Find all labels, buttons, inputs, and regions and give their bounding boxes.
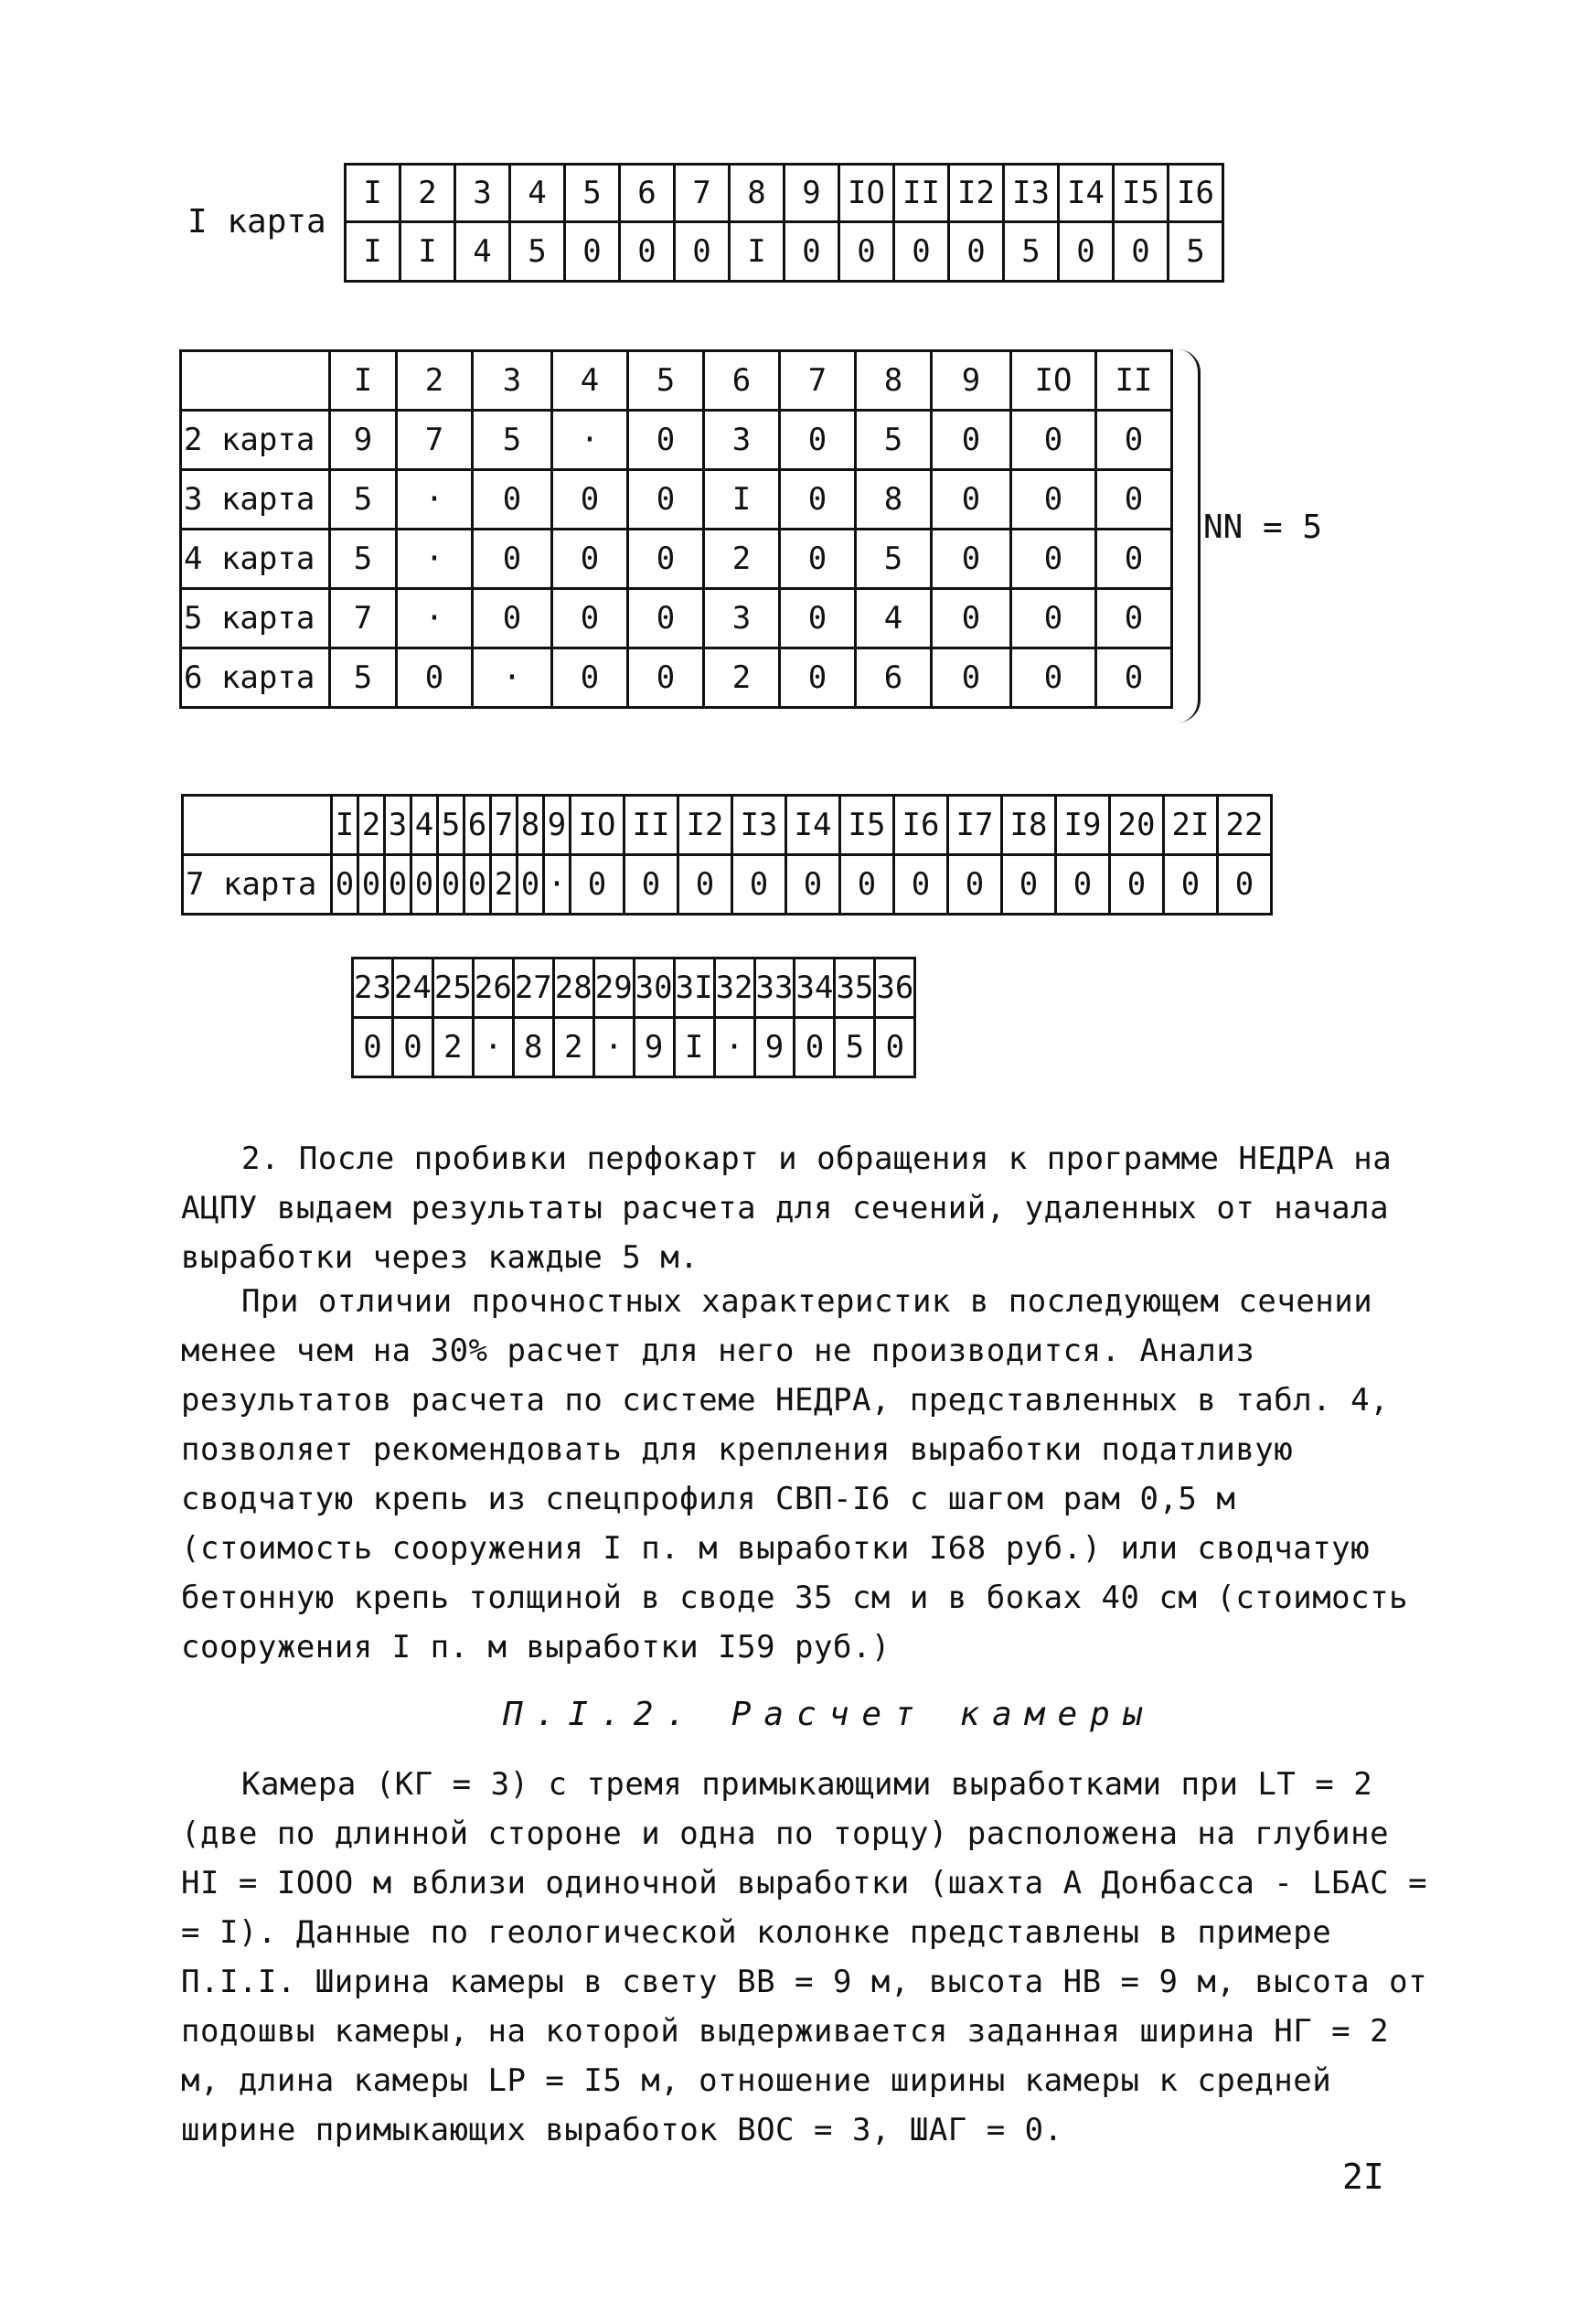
cards-2-6-col-header: 5 [628,351,704,411]
card-1-values-row [346,222,1223,282]
cards-2-6-col-header: 7 [780,351,856,411]
card-1-col-header: I2 [949,165,1004,222]
table-cell: 0 [1011,411,1096,470]
cards-2-6-col-header: 2 [397,351,473,411]
table-row [181,589,1172,648]
card-7-value: 0 [518,855,544,915]
table-cell: 0 [552,530,628,589]
table-cell: 0 [628,648,704,708]
table-cell: 0 [932,411,1011,470]
table-cell: 0 [1096,411,1172,470]
table-row [181,470,1172,530]
card-7-col-header: I4 [786,796,840,855]
card-1-col-header: 5 [565,165,620,222]
table-cell: 0 [473,470,552,530]
table-cell: I [704,470,780,530]
table-cell: 0 [1011,589,1096,648]
table-cell: 0 [780,411,856,470]
table-cell: 8 [856,470,932,530]
card-7-cont-col-header: 32 [714,959,754,1018]
card-7-col-header: I9 [1056,796,1110,855]
cards-2-6-table [179,349,1173,709]
paragraph-1 [181,1134,1443,1282]
card-7-col-header: IO [571,796,624,855]
card-7-cont-col-header: 35 [835,959,875,1018]
card-7-value: 0 [464,855,491,915]
card-1-value: 5 [1004,222,1059,282]
table-cell: 0 [780,589,856,648]
paragraph-1-text: 2. После пробивки перфокарт и обращения к программе НЕДРА на АЦПУ выдаем результаты расчета для сечений, удаленных от начала выработки через каждые 5 м. [181,1141,1393,1276]
card-1-value: I [400,222,455,282]
card-7-col-header: 20 [1110,796,1164,855]
card-7-continuation-table [351,957,916,1078]
card-1-table [344,163,1224,283]
cards-2-6-col-header: 3 [473,351,552,411]
card-1-value: 0 [949,222,1004,282]
card-1-label: I карта [187,203,326,241]
card-1-col-header: I4 [1059,165,1114,222]
card-7-col-header: 8 [518,796,544,855]
row-label: 6 карта [181,648,330,708]
card-7-cont-value: 0 [353,1018,393,1077]
table-cell: 5 [473,411,552,470]
card-7-value: 0 [1056,855,1110,915]
card-7-col-header: II [624,796,678,855]
card-7-cont-value: 0 [875,1018,915,1077]
table-cell: 0 [552,648,628,708]
card-7-cont-col-header: 33 [754,959,795,1018]
table-cell: · [473,648,552,708]
table-cell: 2 [704,648,780,708]
card-7-cont-value: 0 [392,1018,432,1077]
cards-2-6-header-row [181,351,1172,411]
card-1-value: 0 [675,222,730,282]
card-7-col-header: I7 [948,796,1002,855]
card-1-header-row [346,165,1223,222]
table-cell: 3 [704,589,780,648]
card-1-value: 0 [1059,222,1114,282]
table-cell: 6 [856,648,932,708]
table-cell: 5 [330,470,397,530]
row-label: 5 карта [181,589,330,648]
table-cell: 7 [330,589,397,648]
card-1-col-header: 9 [784,165,839,222]
card-7-value: 2 [491,855,518,915]
cards-2-6-col-header: II [1096,351,1172,411]
card-7-value: 0 [571,855,624,915]
card-7-cont-col-header: 23 [353,959,393,1018]
card-1-value: 5 [1169,222,1223,282]
card-7-col-header: 2 [358,796,385,855]
card-1-col-header: IO [839,165,894,222]
card-7-cont-value: · [714,1018,754,1077]
card-7-value: 0 [732,855,786,915]
card-7-col-header: 3 [385,796,411,855]
table-row [181,530,1172,589]
card-7-value: 0 [624,855,678,915]
table-cell: 5 [330,530,397,589]
card-1-col-header: 4 [510,165,565,222]
card-7-col-header: I8 [1002,796,1056,855]
card-7-value: · [544,855,571,915]
table-cell: 0 [932,589,1011,648]
card-7-cont-value: 0 [795,1018,835,1077]
card-7-cont-value: 8 [513,1018,553,1077]
cards-2-6-col-header: I [330,351,397,411]
brace [1178,349,1201,723]
card-7-values-row [183,855,1272,915]
card-7-cont-col-header: 24 [392,959,432,1018]
card-7-value: 0 [894,855,948,915]
row-label: 2 карта [181,411,330,470]
card-7-cont-col-header: 34 [795,959,835,1018]
card-7-value: 0 [840,855,894,915]
card-7-col-header: 2I [1164,796,1218,855]
row-label: 7 карта [183,855,332,915]
card-7-col-header: I5 [840,796,894,855]
card-7-value: 0 [411,855,438,915]
card-7-col-header: I6 [894,796,948,855]
paragraph-2-text: При отличии прочностных характеристик в последующем сечении менее чем на 30% расчет для него не производится. Анализ результатов расчета по системе НЕДРА, представленных в табл. 4, позволяет рекомендовать для крепления выработки податливую сводчатую крепь из спецпрофиля СВП-I6 с шагом рам 0,5 м (стоимость сооружения I п. м выработки I68 руб.) или сводчатую бетонную крепь толщиной в своде 35 см и в боках 40 см (стоимость сооружения I п. м выработки I59 руб.) [181,1283,1409,1665]
card-1-value: I [346,222,400,282]
card-7-col-header: 6 [464,796,491,855]
card-7-col-header: I [332,796,358,855]
table-row [181,411,1172,470]
table-cell: 0 [552,470,628,530]
card-7-col-header: 22 [1218,796,1272,855]
card-7-cont-values-row [353,1018,915,1077]
table-cell: 5 [330,648,397,708]
table-cell: 9 [330,411,397,470]
card-7-value: 0 [1110,855,1164,915]
table-cell: 7 [397,411,473,470]
table-cell: · [397,470,473,530]
table-cell: 0 [1096,589,1172,648]
cards-2-6-col-header: 4 [552,351,628,411]
card-1-col-header: 3 [455,165,510,222]
card-7-value: 0 [385,855,411,915]
table-cell: 0 [628,530,704,589]
row-label: 3 карта [181,470,330,530]
card-1-col-header: I [346,165,400,222]
card-1-value: 4 [455,222,510,282]
card-1-value: I [730,222,784,282]
table-cell: · [397,589,473,648]
card-7-cont-col-header: 29 [593,959,634,1018]
card-7-cont-value: 2 [553,1018,593,1077]
table-cell: 5 [856,530,932,589]
paragraph-2 [181,1277,1443,1672]
table-cell: 0 [1096,470,1172,530]
table-cell: · [552,411,628,470]
card-7-col-header: I2 [678,796,732,855]
table-cell: 3 [704,411,780,470]
card-7-value: 0 [948,855,1002,915]
table-cell: 0 [1096,530,1172,589]
table-cell: 0 [932,470,1011,530]
table-cell: 0 [1011,648,1096,708]
card-1-col-header: I3 [1004,165,1059,222]
cards-2-6-col-header: 8 [856,351,932,411]
card-1-value: 0 [1114,222,1169,282]
card-7-table [181,794,1273,916]
card-7-header-row [183,796,1272,855]
card-7-cont-value: · [473,1018,513,1077]
card-7-col-header: 5 [438,796,464,855]
card-1-col-header: 8 [730,165,784,222]
cards-2-6-col-header: IO [1011,351,1096,411]
paragraph-3 [181,1760,1443,2155]
card-7-cont-header-row [353,959,915,1018]
card-7-value: 0 [332,855,358,915]
card-7-value: 0 [678,855,732,915]
card-7-value: 0 [786,855,840,915]
corner-cell [183,796,332,855]
table-cell: 0 [780,530,856,589]
table-cell: 0 [1011,530,1096,589]
corner-cell [181,351,330,411]
table-cell: 0 [552,589,628,648]
row-label: 4 карта [181,530,330,589]
table-row [181,648,1172,708]
card-7-cont-col-header: 27 [513,959,553,1018]
table-cell: · [397,530,473,589]
section-heading: П.I.2. Расчет камеры [503,1696,1156,1733]
card-7-value: 0 [1164,855,1218,915]
card-7-value: 0 [438,855,464,915]
table-cell: 0 [628,470,704,530]
page-number: 2I [1342,2157,1384,2197]
table-cell: 0 [1011,470,1096,530]
table-cell: 0 [1096,648,1172,708]
card-7-cont-value: · [593,1018,634,1077]
card-1-col-header: I5 [1114,165,1169,222]
card-1-value: 0 [894,222,949,282]
table-cell: 0 [932,648,1011,708]
card-7-cont-col-header: 36 [875,959,915,1018]
table-cell: 0 [780,648,856,708]
card-1-col-header: II [894,165,949,222]
cards-2-6-col-header: 9 [932,351,1011,411]
card-7-value: 0 [1002,855,1056,915]
card-7-value: 0 [358,855,385,915]
table-cell: 5 [856,411,932,470]
card-7-cont-value: 2 [432,1018,473,1077]
card-7-value: 0 [1218,855,1272,915]
card-7-col-header: I3 [732,796,786,855]
table-cell: 0 [397,648,473,708]
table-cell: 0 [932,530,1011,589]
card-1-col-header: 2 [400,165,455,222]
card-7-cont-value: 9 [754,1018,795,1077]
card-7-cont-value: I [674,1018,714,1077]
table-cell: 0 [628,411,704,470]
card-1-value: 0 [565,222,620,282]
nn-label: NN = 5 [1203,509,1323,546]
cards-2-6-col-header: 6 [704,351,780,411]
card-1-col-header: 6 [620,165,675,222]
card-7-cont-col-header: 30 [634,959,674,1018]
card-7-col-header: 7 [491,796,518,855]
card-7-col-header: 9 [544,796,571,855]
table-cell: 0 [780,470,856,530]
card-1-value: 5 [510,222,565,282]
card-7-cont-col-header: 28 [553,959,593,1018]
card-7-cont-col-header: 26 [473,959,513,1018]
card-1-value: 0 [620,222,675,282]
card-7-col-header: 4 [411,796,438,855]
table-cell: 0 [473,530,552,589]
table-cell: 2 [704,530,780,589]
card-7-cont-col-header: 25 [432,959,473,1018]
paragraph-3-text: Камера (КГ = 3) с тремя примыкающими выработками при LT = 2 (две по длинной стороне и одна по торцу) расположена на глубине HI = IOOO м вблизи одиночной выработки (шахта А Донбасса - LБАС = = I). Данные по геологической колонке представлены в примере П.I.I. Ширина камеры в свету ВВ = 9 м, высота НВ = 9 м, высота от подошвы камеры, на которой выдерживается заданная ширина НГ = 2 м, длина камеры LP = I5 м, отношение ширины камеры к средней ширине примыкающих выработок ВОС = 3, ШАГ = 0. [181,1766,1428,2148]
card-7-cont-value: 5 [835,1018,875,1077]
card-1-value: 0 [839,222,894,282]
card-7-cont-col-header: 3I [674,959,714,1018]
table-cell: 0 [473,589,552,648]
card-1-col-header: 7 [675,165,730,222]
card-7-cont-value: 9 [634,1018,674,1077]
table-cell: 0 [628,589,704,648]
card-1-value: 0 [784,222,839,282]
table-cell: 4 [856,589,932,648]
card-1-col-header: I6 [1169,165,1223,222]
